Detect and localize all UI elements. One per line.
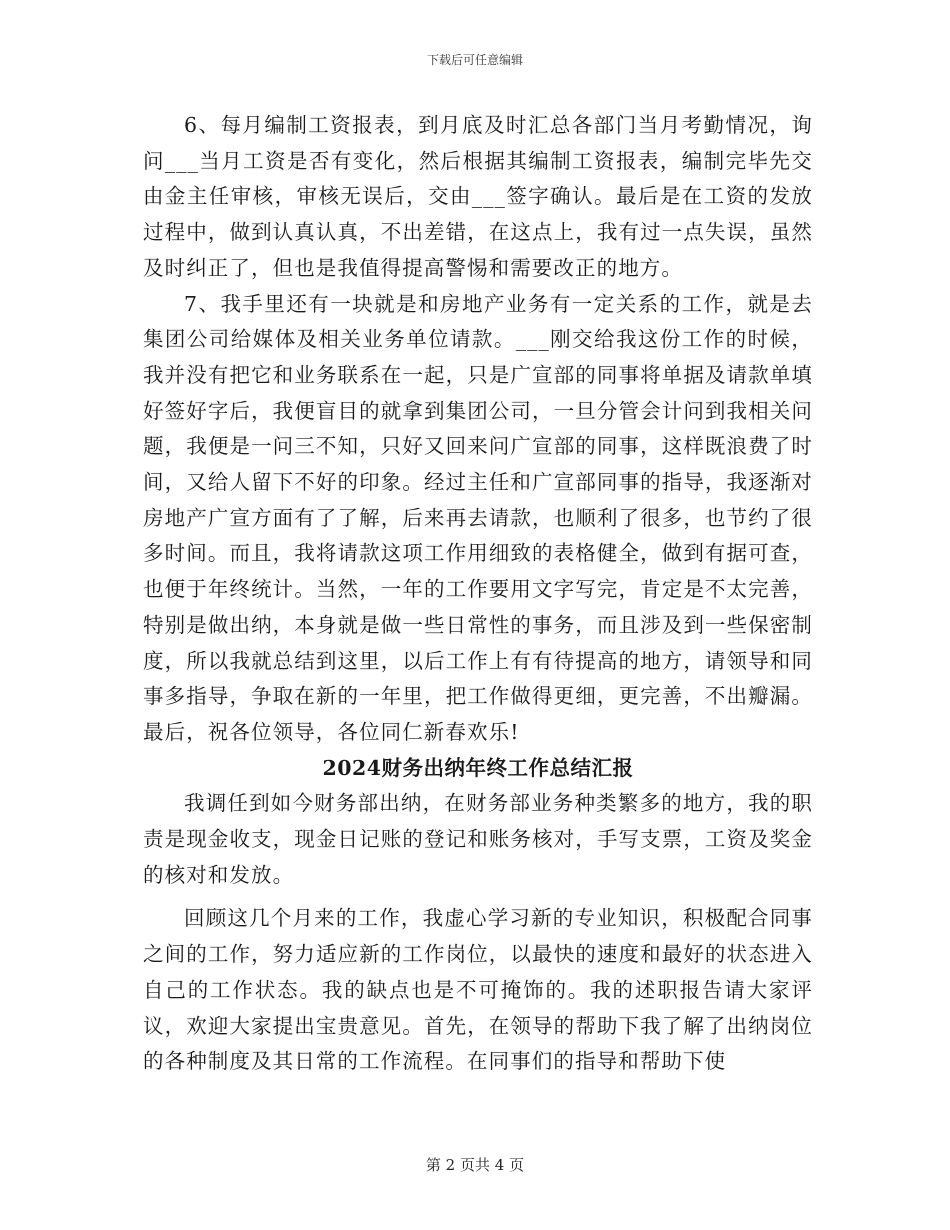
paragraph-review: 回顾这几个月来的工作，我虚心学习新的专业知识，积极配合同事之间的工作，努力适应新的工作岗位，以最快的速度和最好的状态进入自己的工作状态。我的缺点也是不可掩饰的。我的述职报告请大家评议，欢迎大家提出宝贵意见。首先，在领导的帮助下我了解了出纳岗位的各种制度及其日常的工作流程。在同事们的指导和帮助下使 [143,906,813,1074]
page-header: 下载后可任意编辑 [426,53,523,67]
section-title: 2024财务出纳年终工作总结汇报 [322,755,634,780]
paragraph-item-6: 6、每月编制工资报表，到月底及时汇总各部门当月考勤情况，询问___当月工资是否有变化，然后根据其编制工资报表，编制完毕先交由金主任审核，审核无误后，交由___签字确认。最后是在工资的发放过程中，做到认真认真，不出差错，在这点上，我有过一点失误，虽然及时纠正了，但也是我值得提高警惕和需要改正的地方。 [143,113,813,280]
paragraph-item-7: 7、我手里还有一块就是和房地产业务有一定关系的工作，就是去集团公司给媒体及相关业务单位请款。___刚交给我这份工作的时候，我并没有把它和业务联系在一起，只是广宣部的同事将单据及请款单填好签好字后，我便盲目的就拿到集团公司，一旦分管会计问到我相关问题，我便是一问三不知，只好又回来问广宣部的同事，这样既浪费了时间，又给人留下不好的印象。经过主任和广宣部同事的指导，我逐渐对房地产广宣方面有了了解，后来再去请款，也顺利了很多，也节约了很多时间。而且，我将请款这项工作用细致的表格健全，做到有据可查，也便于年终统计。当然，一年的工作要用文字写完，肯定是不太完善，特别是做出纳，本身就是做一些日常性的事务，而且涉及到一些保密制度，所以我就总结到这里，以后工作上有有待提高的地方，请领导和同事多指导，争取在新的一年里，把工作做得更细，更完善，不出瓣漏。最后，祝各位领导，各位同仁新春欢乐! [143,291,813,744]
paragraph-gap [143,893,813,901]
paragraph-intro: 我调任到如今财务部出纳，在财务部业务种类繁多的地方，我的职责是现金收支，现金日记账的登记和账务核对，手写支票，工资及奖金的核对和发放。 [143,791,813,887]
page-number: 第 2 页共 4 页 [425,1156,525,1174]
document-body [143,108,813,1080]
